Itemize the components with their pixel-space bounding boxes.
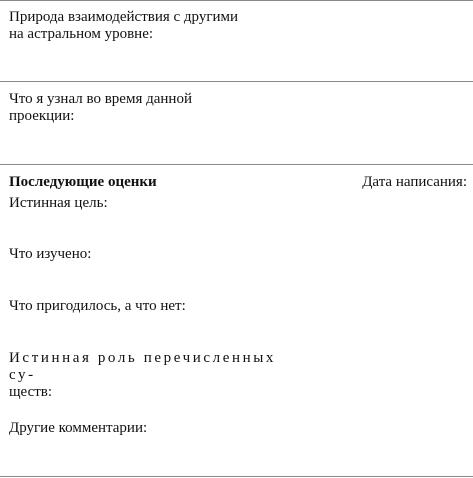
- prompt-line: Что я узнал во время данной: [9, 91, 192, 107]
- field-useful: Что пригодилось, а что нет:: [9, 298, 186, 314]
- bottom-divider: [0, 476, 473, 477]
- prompt-line: проекции:: [9, 108, 75, 124]
- field-line: Истинная роль перечисленных су-: [9, 350, 276, 383]
- date-label: Дата написания:: [362, 174, 467, 190]
- assessment-heading: Последующие оценки: [9, 174, 157, 190]
- assessment-header: [9, 174, 467, 192]
- field-other-comments: Другие комментарии:: [9, 420, 148, 436]
- interaction-nature-prompt: [9, 9, 299, 43]
- prompt-line: на астральном уровне:: [9, 26, 154, 42]
- prompt-line: Природа взаимодействия с другими: [9, 9, 239, 25]
- top-divider: [0, 0, 473, 1]
- section-divider: [0, 81, 473, 82]
- section-divider: [0, 164, 473, 165]
- field-beings-role: [9, 350, 309, 401]
- field-true-purpose: Истинная цель:: [9, 195, 108, 211]
- learned-prompt: [9, 91, 299, 125]
- field-learned: Что изучено:: [9, 246, 92, 262]
- field-line: ществ:: [9, 384, 53, 400]
